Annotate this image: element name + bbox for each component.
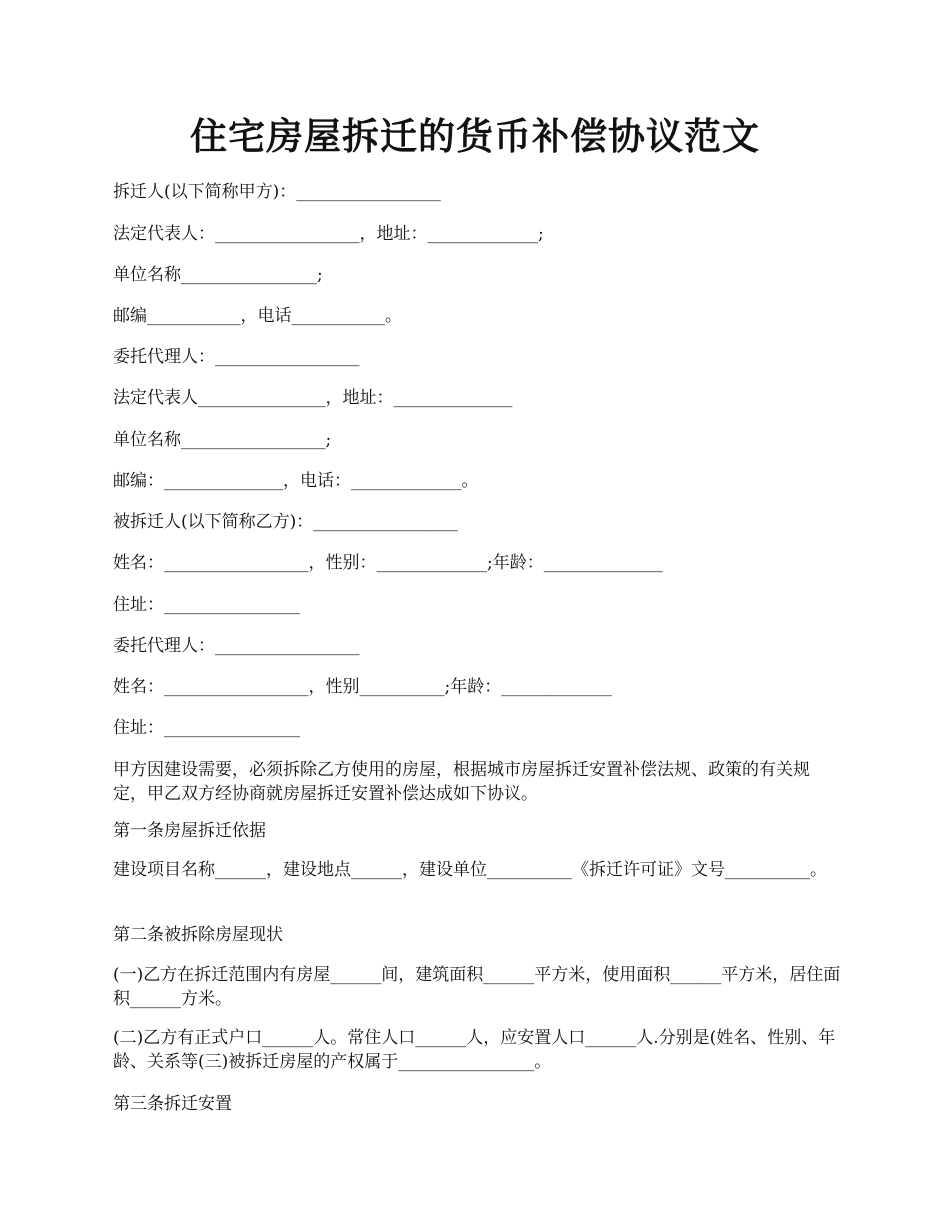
text-line: 住址：________________ xyxy=(113,718,300,738)
text-line: 姓名：_________________，性别__________;年龄：_____________ xyxy=(113,677,612,697)
paragraph: 甲方因建设需要，必须拆除乙方使用的房屋，根据城市房屋拆迁安置补偿法规、政策的有关规定，甲乙双方经协商就房屋拆迁安置补偿达成如下协议。 xyxy=(113,760,810,804)
section-heading: 第二条被拆除房屋现状 xyxy=(113,925,283,945)
text-line: 法定代表人_______________，地址：______________ xyxy=(113,388,513,408)
text-line: 单位名称________________; xyxy=(113,265,323,285)
paragraph: (二)乙方有正式户口______人。常住人口______人，应安置人口______人.分别是(姓名、性别、年龄、关系等(三)被拆迁房屋的产权属于________________。 xyxy=(113,1028,836,1072)
document-title: 住宅房屋拆迁的货币补偿协议范文 xyxy=(190,114,760,158)
section-heading: 第一条房屋拆迁依据 xyxy=(113,821,266,841)
text-line: 拆迁人(以下简称甲方)：_________________ xyxy=(113,182,441,202)
text-line: 姓名：_________________，性别：_____________;年龄：______________ xyxy=(113,553,663,573)
text-line: 住址：________________ xyxy=(113,595,300,615)
paragraph: (一)乙方在拆迁范围内有房屋______间，建筑面积______平方米，使用面积______平方米，居住面积______方米。 xyxy=(113,965,841,1009)
text-line: 邮编___________，电话___________。 xyxy=(113,306,402,326)
text-line: 法定代表人：_________________，地址：_____________; xyxy=(113,224,544,244)
text-line: 被拆迁人(以下简称乙方)：_________________ xyxy=(113,512,458,532)
text-line: 委托代理人：_________________ xyxy=(113,347,360,367)
text-line: 单位名称_________________; xyxy=(113,430,332,450)
paragraph: 建设项目名称______，建设地点______，建设单位__________《拆迁许可证》文号__________。 xyxy=(113,860,827,880)
section-heading: 第三条拆迁安置 xyxy=(113,1094,232,1114)
text-line: 委托代理人：_________________ xyxy=(113,636,360,656)
text-line: 邮编：______________，电话：_____________。 xyxy=(113,471,479,491)
